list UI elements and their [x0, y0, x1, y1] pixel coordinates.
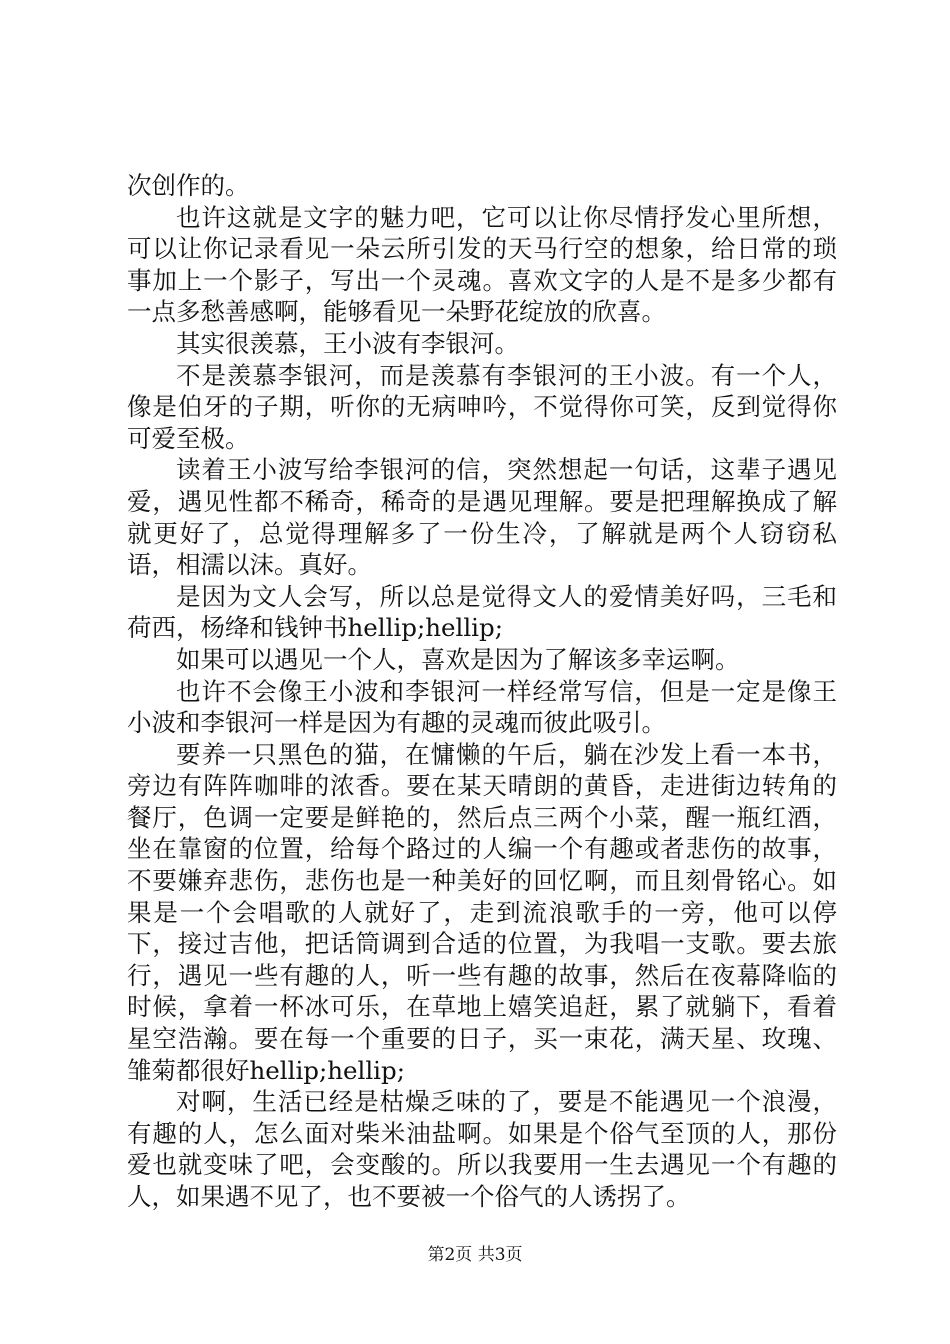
- paragraph-7: 如果可以遇见一个人，喜欢是因为了解该多幸运啊。: [176, 644, 740, 674]
- paragraph-8: 也许不会像王小波和李银河一样经常写信，但是一定是像王小波和李银河一样是因为有趣的灵魂而彼此吸引。: [127, 676, 837, 738]
- paragraph-1: 次创作的。: [127, 171, 250, 200]
- paragraph-9: 要养一只黑色的猫，在慵懒的午后，躺在沙发上看一本书，旁边有阵阵咖啡的浓香。要在某天晴朗的黄昏，走进街边转角的餐厅，色调一定要是鲜艳的，然后点三两个小菜，醒一瓶红酒，坐在靠窗的位置，给每个路过的人编一个有趣或者悲伤的故事，不要嫌弃悲伤，悲伤也是一种美好的回忆啊，而且刻骨铭心。如果是一个会唱歌的人就好了，走到流浪歌手的一旁，他可以停下，接过吉他，把话筒调到合适的位置，为我唱一支歌。要去旅行，遇见一些有趣的人，听一些有趣的故事，然后在夜幕降临的时候，拿着一杯冰可乐，在草地上嬉笑追赶，累了就躺下，看着星空浩瀚。要在每一个重要的日子，买一束花，满天星、玫瑰、雏菊都很好hellip;hellip;: [127, 739, 837, 1085]
- paragraph-10: 对啊，生活已经是枯燥乏味的了，要是不能遇见一个浪漫，有趣的人，怎么面对柴米油盐啊。如果是个俗气至顶的人，那份爱也就变味了吧，会变酸的。所以我要用一生去遇见一个有趣的人，如果遇不见了，也不要被一个俗气的人诱拐了。: [127, 1087, 837, 1211]
- paragraph-2: 也许这就是文字的魅力吧，它可以让你尽情抒发心里所想，可以让你记录看见一朵云所引发的天马行空的想象，给日常的琐事加上一个影子，写出一个灵魂。喜欢文字的人是不是多少都有一点多愁善感啊，能够看见一朵野花绽放的欣喜。: [127, 202, 837, 327]
- paragraph-3: 其实很羡慕，王小波有李银河。: [176, 328, 519, 358]
- paragraph-5: 读着王小波写给李银河的信，突然想起一句话，这辈子遇见爱，遇见性都不稀奇，稀奇的是遇见理解。要是把理解换成了解就更好了，总觉得理解多了一份生冷，了解就是两个人窃窃私语，相濡以沫。真好。: [127, 455, 837, 580]
- document-body: [127, 170, 837, 1213]
- paragraph-4: 不是羡慕李银河，而是羡慕有李银河的王小波。有一个人，像是伯牙的子期，听你的无病呻吟，不觉得你可笑，反到觉得你可爱至极。: [127, 360, 837, 453]
- page-footer: [0, 1244, 950, 1266]
- paragraph-6: 是因为文人会写，所以总是觉得文人的爱情美好吗，三毛和荷西，杨绛和钱钟书hellip;hellip;: [127, 581, 837, 643]
- page-number: 第2页 共3页: [427, 1245, 523, 1265]
